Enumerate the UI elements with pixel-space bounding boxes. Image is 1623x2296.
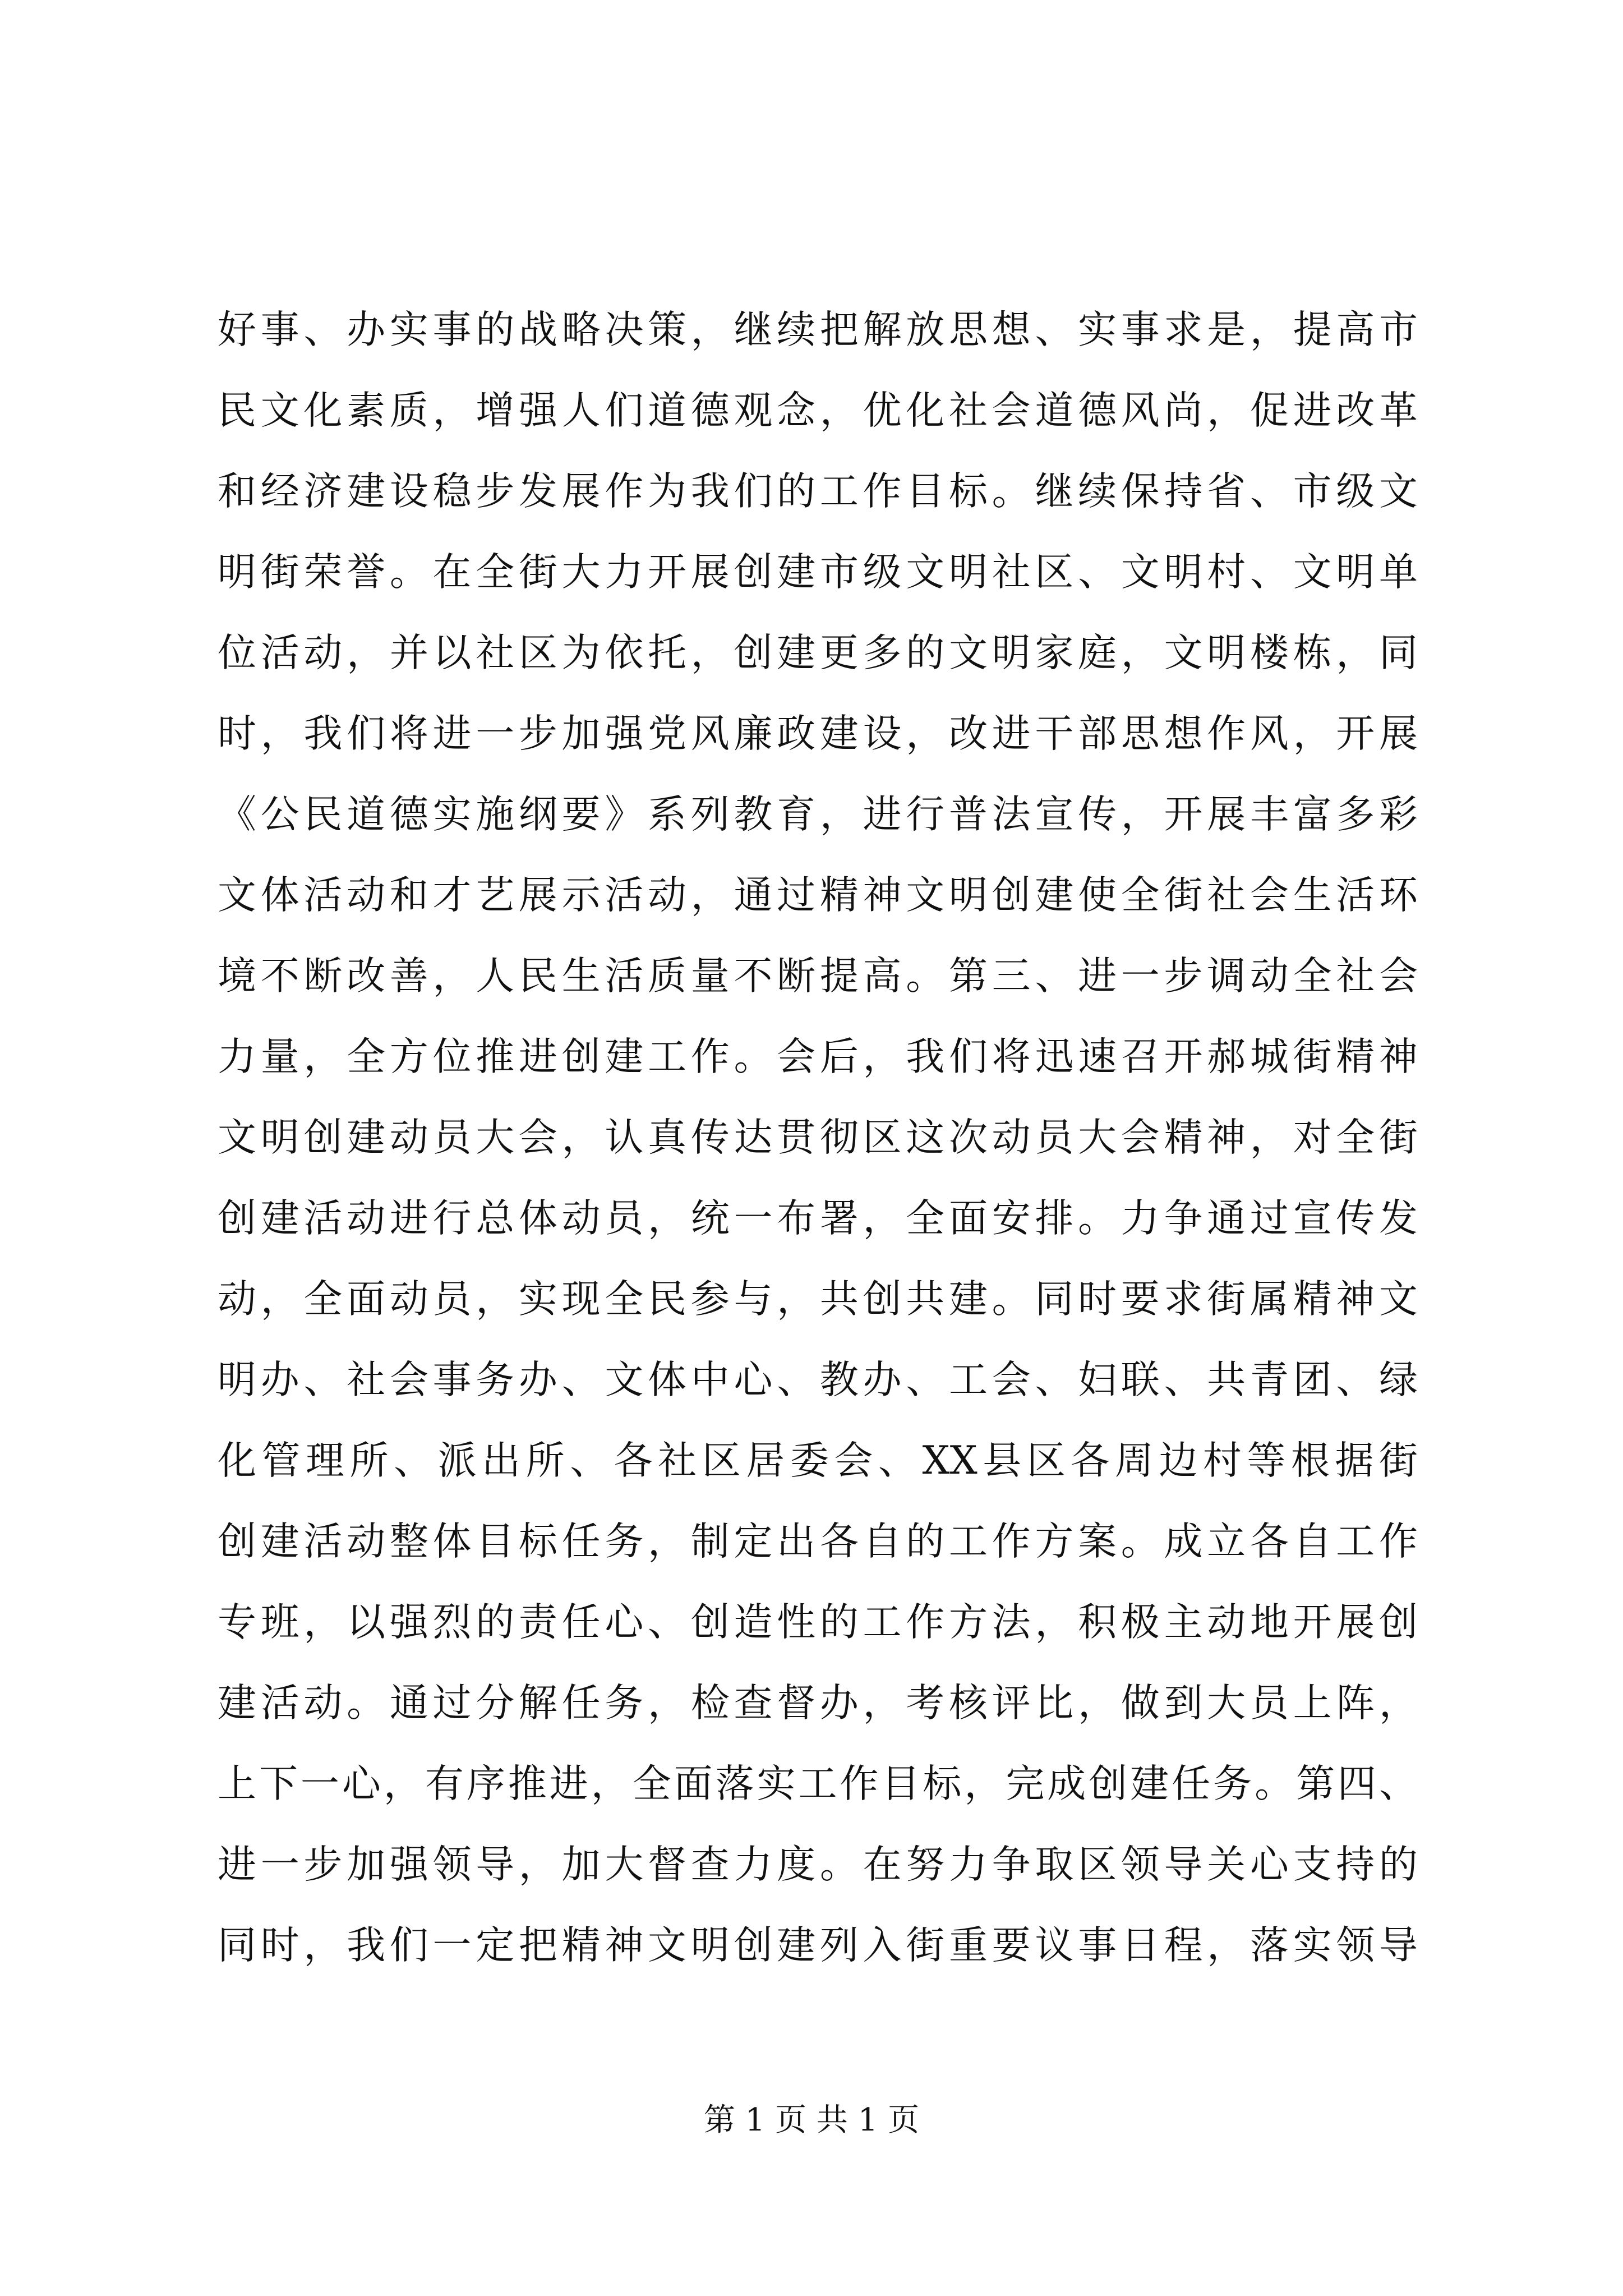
text-line: 上下一心，有序推进，全面落实工作目标，完成创建任务。第四、 bbox=[218, 1761, 1418, 1806]
page-footer bbox=[0, 2098, 1623, 2143]
text-line: 文明创建动员大会，认真传达贯彻区这次动员大会精神，对全街 bbox=[218, 1115, 1418, 1160]
page-number-label: 第 1 页 共 1 页 bbox=[703, 2102, 920, 2138]
text-line: 动，全面动员，实现全民参与，共创共建。同时要求街属精神文 bbox=[218, 1277, 1418, 1322]
text-line: 同时，我们一定把精神文明创建列入街重要议事日程，落实领导 bbox=[218, 1923, 1418, 1968]
text-line: 明办、社会事务办、文体中心、教办、工会、妇联、共青团、绿 bbox=[218, 1358, 1418, 1402]
text-line: 《公民道德实施纲要》系列教育，进行普法宣传，开展丰富多彩 bbox=[218, 792, 1418, 837]
text-line: 民文化素质，增强人们道德观念，优化社会道德风尚，促进改革 bbox=[218, 388, 1418, 433]
text-line: 位活动，并以社区为依托，创建更多的文明家庭，文明楼栋，同 bbox=[218, 631, 1418, 675]
text-line: 力量，全方位推进创建工作。会后，我们将迅速召开郝城街精神 bbox=[218, 1034, 1418, 1079]
text-line: 创建活动整体目标任务，制定出各自的工作方案。成立各自工作 bbox=[218, 1519, 1418, 1564]
text-line: 境不断改善，人民生活质量不断提高。第三、进一步调动全社会 bbox=[218, 954, 1418, 999]
text-line: 时，我们将进一步加强党风廉政建设，改进干部思想作风，开展 bbox=[218, 711, 1418, 756]
text-line: 文体活动和才艺展示活动，通过精神文明创建使全街社会生活环 bbox=[218, 873, 1418, 918]
text-line: 专班，以强烈的责任心、创造性的工作方法，积极主动地开展创 bbox=[218, 1600, 1418, 1645]
text-line: 进一步加强领导，加大督查力度。在努力争取区领导关心支持的 bbox=[218, 1842, 1418, 1887]
text-line: 明街荣誉。在全街大力开展创建市级文明社区、文明村、文明单 bbox=[218, 550, 1418, 595]
text-line: 建活动。通过分解任务，检查督办，考核评比，做到大员上阵， bbox=[218, 1681, 1418, 1726]
text-line: 和经济建设稳步发展作为我们的工作目标。继续保持省、市级文 bbox=[218, 469, 1418, 514]
body-text bbox=[218, 289, 1418, 1986]
text-line: 好事、办实事的战略决策，继续把解放思想、实事求是，提高市 bbox=[218, 307, 1418, 352]
text-line: 创建活动进行总体动员，统一布署，全面安排。力争通过宣传发 bbox=[218, 1196, 1418, 1241]
text-line: 化管理所、派出所、各社区居委会、XX县区各周边村等根据街 bbox=[218, 1438, 1418, 1483]
